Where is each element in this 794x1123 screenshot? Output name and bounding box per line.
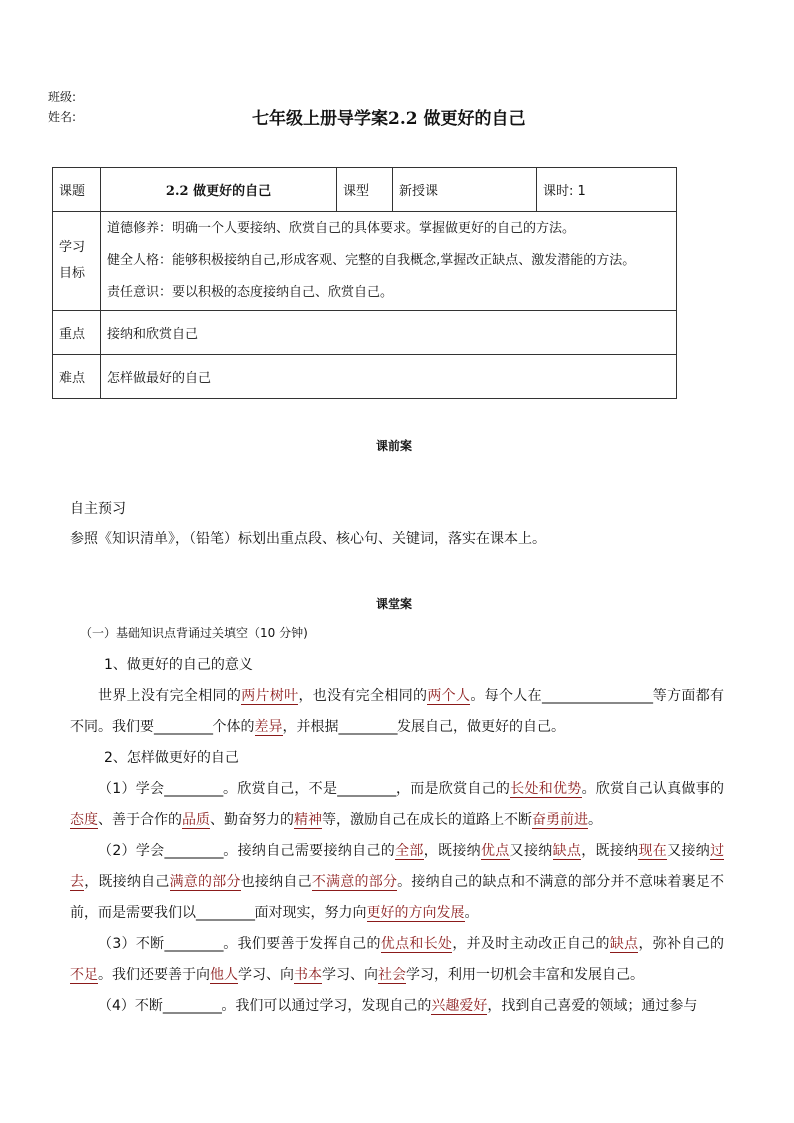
difficulty-value: 怎样做最好的自己 [101, 355, 677, 399]
key-term: 不满意的部分 [311, 874, 398, 890]
text-run: ，既接纳自己 [84, 874, 170, 890]
key-term: 更好的方向发展 [366, 905, 465, 921]
key-term: 满意的部分 [169, 874, 241, 890]
text-run: 。我们要善于发挥自己的 [222, 936, 381, 952]
name-label: 姓名: [48, 110, 77, 124]
text-run: ，弥补自己的 [638, 936, 725, 952]
fill-blank: _________ [164, 843, 223, 859]
text-run: 、善于合作的 [98, 812, 182, 828]
lesson-info-table [52, 167, 677, 399]
topic-row [53, 168, 677, 212]
key-term: 两片树叶 [241, 688, 299, 704]
self-study-instruction: 参照《知识清单》，（铅笔）标划出重点段、核心句、关键词，落实在课本上。 [70, 531, 546, 547]
text-run: 。接纳自己的缺点和不满意的部分并不意味着裹足不前，而是需要我们以 [70, 874, 725, 921]
text-run: ，既接纳 [423, 843, 481, 859]
fill-blank: _________ [337, 781, 396, 797]
key-term: 奋勇前进 [532, 812, 588, 828]
text-run: 学习、向 [238, 967, 294, 983]
text-run: ，也没有完全相同的 [298, 688, 428, 704]
key-term: 缺点 [609, 936, 639, 952]
fill-blank: _________ [338, 719, 397, 735]
self-study-heading: 自主预习 [70, 501, 126, 517]
text-run: （1）学会 [98, 781, 165, 797]
text-run: 面对现实，努力向 [254, 905, 367, 921]
text-run: 等方面都有不同。我们要 [70, 688, 725, 735]
focus-row [53, 311, 677, 355]
focus-label: 重点 [53, 311, 101, 355]
goals-label-line1: 学习 [59, 240, 86, 255]
key-term: 缺点 [552, 843, 582, 859]
goal-personality: 健全人格：能够积极接纳自己,形成客观、完整的自我概念,掌握改正缺点、激发潜能的方法。 [107, 253, 636, 268]
item1-title: 1、做更好的自己的意义 [104, 657, 253, 673]
key-term: 长处和优势 [510, 781, 582, 797]
text-run: 。 [588, 812, 602, 828]
text-run: 。欣赏自己，不是 [222, 781, 338, 797]
hours-label: 课时: 1 [537, 168, 677, 212]
fill-blank: _________________ [541, 688, 653, 704]
text-run: ，并根据 [282, 719, 339, 735]
paragraph-improve [70, 929, 724, 991]
goals-label-line2: 目标 [59, 266, 86, 281]
key-term: 两个人 [427, 688, 471, 704]
text-run: 发展自己，做更好的自己。 [397, 719, 565, 735]
paragraph-appreciate [70, 774, 724, 836]
difficulty-row [53, 355, 677, 399]
type-label: 课型 [337, 168, 393, 212]
type-value: 新授课 [393, 168, 537, 212]
text-run: 学习、向 [322, 967, 378, 983]
key-term: 态度 [70, 812, 98, 828]
text-run: 学习，利用一切机会丰富和发展自己。 [406, 967, 644, 983]
goals-cell [101, 212, 677, 311]
topic-value: 2.2 做更好的自己 [101, 168, 337, 212]
key-term: 品质 [182, 812, 210, 828]
text-run: 、勤奋努力的 [210, 812, 294, 828]
pre-class-heading: 课前案 [376, 439, 413, 453]
text-run: ，并及时主动改正自己的 [452, 936, 610, 952]
text-run: （3）不断 [98, 936, 165, 952]
fill-blank: _________ [162, 998, 222, 1014]
text-run: 又接纳 [509, 843, 553, 859]
paragraph-explore [70, 991, 724, 1022]
key-term: 全部 [395, 843, 424, 859]
fill-blank: _________ [164, 936, 223, 952]
paragraph-meaning [70, 681, 724, 743]
focus-value: 接纳和欣赏自己 [101, 311, 677, 355]
text-run: 个体的 [212, 719, 255, 735]
key-term: 兴趣爱好 [431, 998, 488, 1014]
paragraph-accept [70, 836, 724, 929]
key-term: 书本 [294, 967, 322, 983]
fill-blank: _________ [196, 905, 255, 921]
goal-moral: 道德修养：明确一个人要接纳、欣赏自己的具体要求。掌握做更好的自己的方法。 [107, 221, 576, 236]
text-run: ，而是欣赏自己的 [395, 781, 511, 797]
key-term: 精神 [294, 812, 322, 828]
key-term: 他人 [210, 967, 238, 983]
text-run: （4）不断 [98, 998, 163, 1014]
text-run: 。每个人在 [470, 688, 542, 704]
text-run: 世界上没有完全相同的 [98, 688, 242, 704]
text-run: 。我们可以通过学习，发现自己的 [221, 998, 432, 1014]
goals-row [53, 212, 677, 311]
key-term: 不足 [70, 967, 98, 983]
section1-title: （一）基础知识点背诵过关填空（10 分钟) [80, 626, 308, 640]
topic-label: 课题 [53, 168, 101, 212]
key-term: 过去 [70, 843, 725, 890]
text-run: ，既接纳 [581, 843, 639, 859]
goal-responsibility: 责任意识：要以积极的态度接纳自己、欣赏自己。 [107, 285, 394, 300]
key-term: 优点和长处 [380, 936, 453, 952]
item2-title: 2、怎样做更好的自己 [104, 750, 239, 766]
key-term: 差异 [254, 719, 283, 735]
key-term: 现在 [638, 843, 668, 859]
text-run: （2）学会 [98, 843, 165, 859]
text-run: 。欣赏自己认真做事的 [581, 781, 725, 797]
text-run: 又接纳 [667, 843, 711, 859]
text-run: 等，激励自己在成长的道路上不断 [322, 812, 532, 828]
class-label: 班级: [48, 90, 77, 104]
document-title: 七年级上册导学案2.2 做更好的自己 [252, 109, 526, 129]
text-run: ，找到自己喜爱的领域；通过参与 [487, 998, 698, 1014]
text-run: 。我们还要善于向 [98, 967, 210, 983]
difficulty-label: 难点 [53, 355, 101, 399]
text-run: 也接纳自己 [240, 874, 312, 890]
text-run: 。接纳自己需要接纳自己的 [222, 843, 396, 859]
fill-blank: _________ [154, 719, 213, 735]
fill-blank: _________ [164, 781, 223, 797]
key-term: 优点 [480, 843, 510, 859]
key-term: 社会 [378, 967, 406, 983]
text-run: 。 [464, 905, 479, 921]
in-class-heading: 课堂案 [376, 597, 413, 611]
goals-label [53, 212, 101, 311]
